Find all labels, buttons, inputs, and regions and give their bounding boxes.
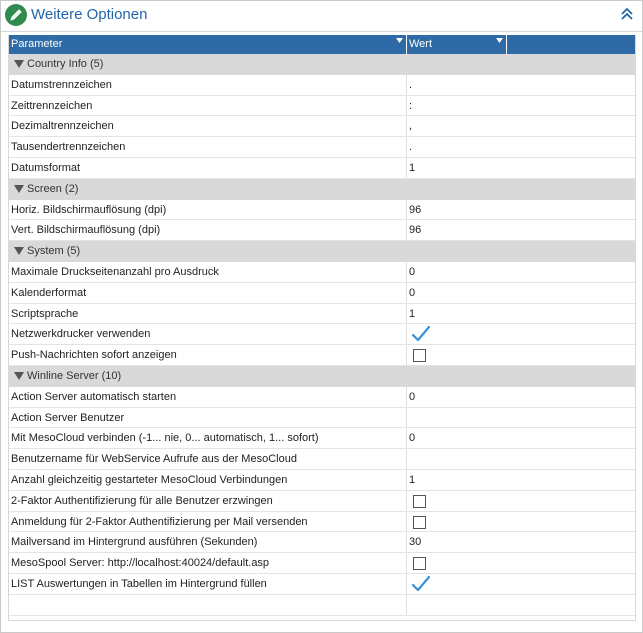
group-header[interactable]: [9, 241, 635, 262]
row-parameter-label: LIST Auswertungen in Tabellen im Hintergrund füllen: [11, 577, 267, 590]
row-value[interactable]: 1: [409, 307, 416, 320]
row-value-cell[interactable]: [407, 304, 635, 324]
sort-dropdown-icon[interactable]: [396, 38, 403, 43]
row-parameter: [9, 137, 407, 157]
row-parameter: [9, 262, 407, 282]
row-parameter-label: Action Server Benutzer: [11, 411, 125, 424]
row-value-cell[interactable]: [407, 116, 635, 136]
expand-triangle-icon[interactable]: [14, 185, 24, 193]
row-parameter: [9, 574, 407, 594]
row-parameter-label: Horiz. Bildschirmauflösung (dpi): [11, 203, 167, 216]
row-parameter-label: Kalenderformat: [11, 286, 87, 299]
table-row[interactable]: [9, 574, 635, 595]
row-parameter: [9, 491, 407, 511]
row-parameter: [9, 96, 407, 116]
row-value-cell[interactable]: [407, 470, 635, 490]
table-row[interactable]: [9, 220, 635, 241]
row-parameter-label: Vert. Bildschirmauflösung (dpi): [11, 224, 161, 237]
row-value[interactable]: ,: [409, 120, 413, 133]
group-header[interactable]: [9, 179, 635, 200]
table-row[interactable]: [9, 283, 635, 304]
row-value-cell[interactable]: [407, 574, 635, 594]
panel-title-bar: [1, 1, 642, 32]
expand-triangle-icon[interactable]: [14, 60, 24, 68]
row-parameter: [9, 158, 407, 178]
row-parameter-label: Push-Nachrichten sofort anzeigen: [11, 349, 177, 362]
table-row[interactable]: [9, 387, 635, 408]
row-parameter-label: Datumsformat: [11, 161, 81, 174]
empty-cell: [9, 595, 407, 615]
table-row[interactable]: [9, 345, 635, 366]
row-parameter-label: Anmeldung für 2-Faktor Authentifizierung per Mail versenden: [11, 515, 308, 528]
table-row[interactable]: [9, 553, 635, 574]
row-parameter-label: Anzahl gleichzeitig gestarteter MesoCloud Verbindungen: [11, 473, 288, 486]
checkbox[interactable]: [413, 557, 426, 570]
row-value[interactable]: 0: [409, 286, 416, 299]
row-parameter: [9, 220, 407, 240]
row-parameter: [9, 116, 407, 136]
table-row[interactable]: [9, 408, 635, 429]
row-value-cell[interactable]: [407, 449, 635, 469]
row-value-cell[interactable]: [407, 283, 635, 303]
table-row[interactable]: [9, 512, 635, 533]
row-parameter: [9, 324, 407, 344]
row-value-cell[interactable]: [407, 408, 635, 428]
table-row[interactable]: [9, 428, 635, 449]
group-label: System (5): [27, 245, 81, 258]
row-value[interactable]: 0: [409, 432, 416, 445]
row-value-cell[interactable]: [407, 491, 635, 511]
expand-triangle-icon[interactable]: [14, 372, 24, 380]
row-parameter-label: Zeittrennzeichen: [11, 99, 93, 112]
empty-row: [9, 595, 635, 616]
double-chevron-up-icon[interactable]: [620, 6, 634, 22]
row-parameter: [9, 470, 407, 490]
row-parameter-label: Action Server automatisch starten: [11, 390, 177, 403]
table-row[interactable]: [9, 137, 635, 158]
row-value-cell[interactable]: [407, 553, 635, 573]
grid-body: [9, 54, 635, 616]
row-value[interactable]: 0: [409, 390, 416, 403]
row-parameter-label: Scriptsprache: [11, 307, 79, 320]
group-label: Screen (2): [27, 182, 79, 195]
row-value-cell[interactable]: [407, 137, 635, 157]
row-parameter: [9, 408, 407, 428]
row-parameter: [9, 283, 407, 303]
row-parameter-label: Netzwerkdrucker verwenden: [11, 328, 151, 341]
row-value-cell[interactable]: [407, 428, 635, 448]
row-parameter-label: Tausendertrennzeichen: [11, 141, 126, 154]
column-header-value-label: Wert: [409, 38, 433, 50]
row-value-cell[interactable]: [407, 345, 635, 365]
options-grid: [8, 35, 636, 621]
group-label: Country Info (5): [27, 58, 104, 70]
row-parameter: [9, 512, 407, 532]
table-row[interactable]: [9, 491, 635, 512]
row-parameter: [9, 532, 407, 552]
row-value[interactable]: .: [409, 141, 413, 154]
table-row[interactable]: [9, 470, 635, 491]
column-header-parameter-label: Parameter: [11, 38, 63, 50]
panel-title: Weitere Optionen: [31, 6, 148, 23]
row-parameter: [9, 428, 407, 448]
row-value-cell[interactable]: [407, 75, 635, 95]
pencil-icon[interactable]: [5, 4, 27, 26]
checkmark-icon[interactable]: [411, 325, 431, 343]
group-header[interactable]: [9, 54, 635, 75]
row-parameter-label: Benutzername für WebService Aufrufe aus der MesoCloud: [11, 453, 297, 466]
table-row[interactable]: [9, 200, 635, 221]
row-parameter: [9, 304, 407, 324]
row-parameter: [9, 449, 407, 469]
grid-header: [9, 35, 635, 54]
table-row[interactable]: [9, 116, 635, 137]
row-parameter: [9, 345, 407, 365]
row-parameter-label: Mit MesoCloud verbinden (-1... nie, 0... automatisch, 1... sofort): [11, 432, 319, 445]
row-parameter-label: MesoSpool Server: http://localhost:40024/default.asp: [11, 557, 270, 570]
table-row[interactable]: [9, 449, 635, 470]
expand-triangle-icon[interactable]: [14, 247, 24, 255]
table-row[interactable]: [9, 158, 635, 179]
table-row[interactable]: [9, 75, 635, 96]
row-value-cell[interactable]: [407, 324, 635, 344]
row-value[interactable]: 0: [409, 265, 416, 278]
row-value[interactable]: 1: [409, 161, 416, 174]
row-parameter: [9, 553, 407, 573]
row-parameter-label: 2-Faktor Authentifizierung für alle Benutzer erzwingen: [11, 494, 273, 507]
row-value-cell[interactable]: [407, 158, 635, 178]
row-value-cell[interactable]: [407, 220, 635, 240]
group-header[interactable]: [9, 366, 635, 387]
table-row[interactable]: [9, 262, 635, 283]
checkbox[interactable]: [413, 349, 426, 362]
row-parameter-label: Dezimaltrennzeichen: [11, 120, 114, 133]
sort-dropdown-icon[interactable]: [496, 38, 503, 43]
row-parameter: [9, 75, 407, 95]
row-value-cell[interactable]: [407, 512, 635, 532]
column-header-filler: [507, 35, 635, 54]
row-value-cell[interactable]: [407, 200, 635, 220]
row-value-cell[interactable]: [407, 387, 635, 407]
checkbox[interactable]: [413, 516, 426, 529]
table-row[interactable]: [9, 304, 635, 325]
column-header-parameter[interactable]: [9, 35, 407, 54]
row-parameter: [9, 387, 407, 407]
row-value[interactable]: 30: [409, 536, 422, 549]
checkmark-icon[interactable]: [411, 575, 431, 593]
row-value[interactable]: 96: [409, 203, 422, 216]
row-value-cell[interactable]: [407, 262, 635, 282]
row-parameter: [9, 200, 407, 220]
row-value[interactable]: :: [409, 99, 413, 112]
row-value[interactable]: 96: [409, 224, 422, 237]
row-value-cell[interactable]: [407, 532, 635, 552]
table-row[interactable]: [9, 532, 635, 553]
checkbox[interactable]: [413, 495, 426, 508]
row-value[interactable]: 1: [409, 473, 416, 486]
table-row[interactable]: [9, 96, 635, 117]
row-parameter-label: Maximale Druckseitenanzahl pro Ausdruck: [11, 265, 219, 278]
group-label: Winline Server (10): [27, 369, 122, 382]
row-parameter-label: Mailversand im Hintergrund ausführen (Sekunden): [11, 536, 258, 549]
row-value-cell[interactable]: [407, 96, 635, 116]
row-value[interactable]: .: [409, 78, 413, 91]
row-parameter-label: Datumstrennzeichen: [11, 78, 112, 91]
column-header-value[interactable]: [407, 35, 507, 54]
table-row[interactable]: [9, 324, 635, 345]
